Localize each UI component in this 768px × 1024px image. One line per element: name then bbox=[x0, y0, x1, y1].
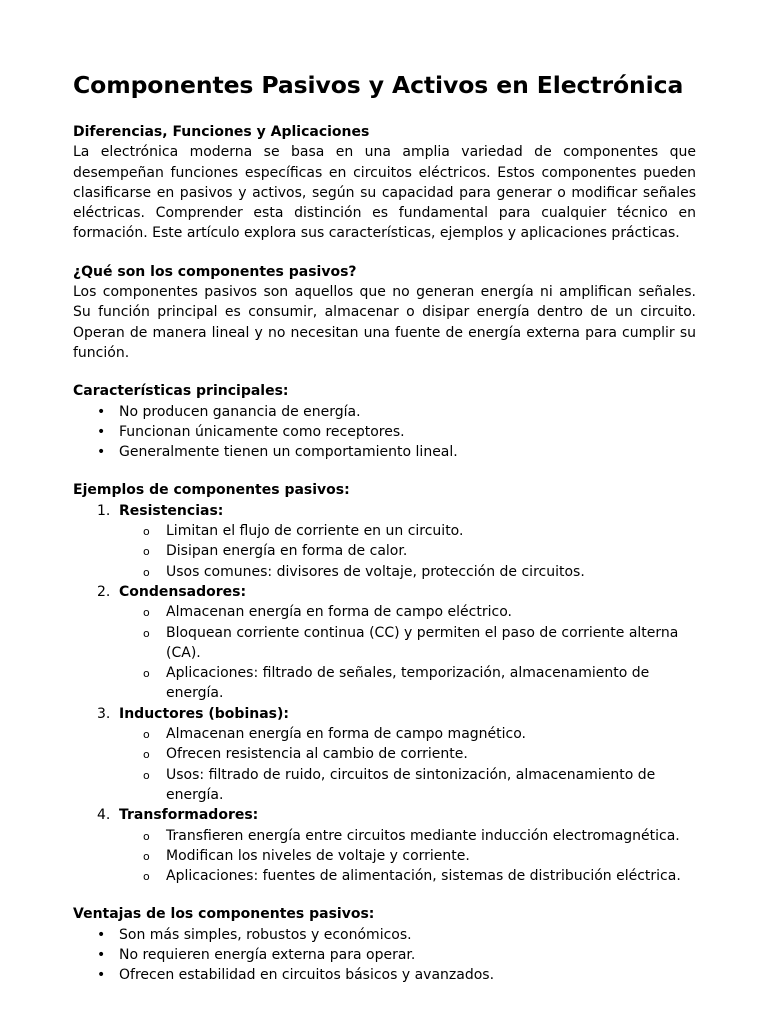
list-item: • Generalmente tienen un comportamiento lineal. bbox=[73, 442, 696, 462]
pasivos-heading: ¿Qué son los componentes pasivos? bbox=[73, 263, 357, 280]
list-item: • Funcionan únicamente como receptores. bbox=[73, 422, 696, 442]
circle-bullet-icon: o bbox=[143, 626, 150, 640]
bullet-icon: • bbox=[97, 423, 106, 440]
list-item: o Limitan el flujo de corriente en un circuito. bbox=[73, 521, 696, 541]
list-item: • Son más simples, robustos y económicos. bbox=[73, 925, 696, 945]
list-item: o Usos: filtrado de ruido, circuitos de sintonización, almacenamiento de energía. bbox=[143, 766, 656, 803]
circle-bullet-icon: o bbox=[143, 728, 150, 742]
intro-heading: Diferencias, Funciones y Aplicaciones bbox=[73, 124, 370, 140]
item-number: 3. bbox=[97, 705, 111, 722]
circle-bullet-icon: o bbox=[143, 870, 150, 884]
item-title: Inductores (bobinas): bbox=[119, 705, 289, 722]
item-title: Resistencias: bbox=[119, 502, 224, 519]
circle-bullet-icon: o bbox=[143, 545, 150, 559]
ejemplos-heading: Ejemplos de componentes pasivos: bbox=[73, 482, 350, 499]
list-item: • No producen ganancia de energía. bbox=[73, 402, 696, 422]
ejemplo-item-condensadores bbox=[73, 582, 696, 704]
circle-bullet-icon: o bbox=[143, 667, 150, 681]
ejemplos-list bbox=[73, 501, 696, 887]
bullet-icon: • bbox=[97, 926, 106, 943]
list-item: o Aplicaciones: fuentes de alimentación, sistemas de distribución eléctrica. bbox=[73, 866, 696, 886]
caracteristicas-heading: Características principales: bbox=[73, 383, 289, 400]
item-title: Transformadores: bbox=[119, 807, 259, 824]
bullet-icon: • bbox=[97, 946, 106, 963]
circle-bullet-icon: o bbox=[143, 565, 150, 579]
list-item: o Aplicaciones: filtrado de señales, temporización, almacenamiento de energía. bbox=[143, 665, 650, 702]
caracteristicas-list bbox=[73, 402, 696, 463]
circle-bullet-icon: o bbox=[143, 849, 150, 863]
circle-bullet-icon: o bbox=[143, 525, 150, 539]
circle-bullet-icon: o bbox=[143, 829, 150, 843]
list-item: • Ofrecen estabilidad en circuitos básicos y avanzados. bbox=[73, 965, 696, 985]
ejemplo-item-resistencias bbox=[73, 501, 696, 582]
circle-bullet-icon: o bbox=[143, 768, 150, 782]
list-item: o Usos comunes: divisores de voltaje, protección de circuitos. bbox=[73, 562, 696, 582]
list-item: o Modifican los niveles de voltaje y corriente. bbox=[73, 846, 696, 866]
list-item: o Ofrecen resistencia al cambio de corriente. bbox=[73, 744, 696, 764]
list-item: • No requieren energía externa para operar. bbox=[73, 945, 696, 965]
ventajas-section bbox=[73, 904, 696, 985]
item-number: 4. bbox=[97, 807, 111, 824]
item-number: 1. bbox=[97, 502, 111, 519]
caracteristicas-section bbox=[73, 381, 696, 462]
document-title: Componentes Pasivos y Activos en Electrónica bbox=[73, 71, 684, 99]
circle-bullet-icon: o bbox=[143, 748, 150, 762]
list-item: o Almacenan energía en forma de campo eléctrico. bbox=[73, 602, 696, 622]
document-page bbox=[73, 64, 696, 986]
list-item: o Disipan energía en forma de calor. bbox=[73, 541, 696, 561]
list-item: o Almacenan energía en forma de campo magnético. bbox=[73, 724, 696, 744]
circle-bullet-icon: o bbox=[143, 606, 150, 620]
ventajas-heading: Ventajas de los componentes pasivos: bbox=[73, 906, 375, 923]
item-title: Condensadores: bbox=[119, 583, 247, 600]
list-item: o Transfieren energía entre circuitos mediante inducción electromagnética. bbox=[73, 826, 696, 846]
pasivos-section bbox=[73, 262, 696, 363]
item-number: 2. bbox=[97, 583, 111, 600]
ejemplo-item-inductores bbox=[73, 704, 696, 805]
ejemplos-section bbox=[73, 480, 696, 886]
bullet-icon: • bbox=[97, 444, 106, 461]
intro-paragraph: La electrónica moderna se basa en una amplia variedad de componentes que desempeñan funciones específicas en circuitos eléctricos. Estos componentes pueden clasificarse en pasivos y activos, según su capacidad para generar o modificar señales eléctricas. Comprender esta distinción es fundamental para cualquier técnico en formación. Este artículo explora sus características, ejemplos y aplicaciones prácticas. bbox=[73, 144, 696, 242]
ventajas-list bbox=[73, 925, 696, 986]
list-item: o Bloquean corriente continua (CC) y permiten el paso de corriente alterna (CA). bbox=[143, 624, 679, 661]
bullet-icon: • bbox=[97, 403, 106, 420]
pasivos-paragraph: Los componentes pasivos son aquellos que no generan energía ni amplifican señales. Su función principal es consumir, almacenar o disipar energía dentro de un circuito. Operan de manera lineal y no necesitan una fuente de energía externa para cumplir su función. bbox=[73, 284, 696, 361]
intro-section bbox=[73, 122, 696, 244]
ejemplo-item-transformadores bbox=[73, 805, 696, 886]
bullet-icon: • bbox=[97, 967, 106, 984]
